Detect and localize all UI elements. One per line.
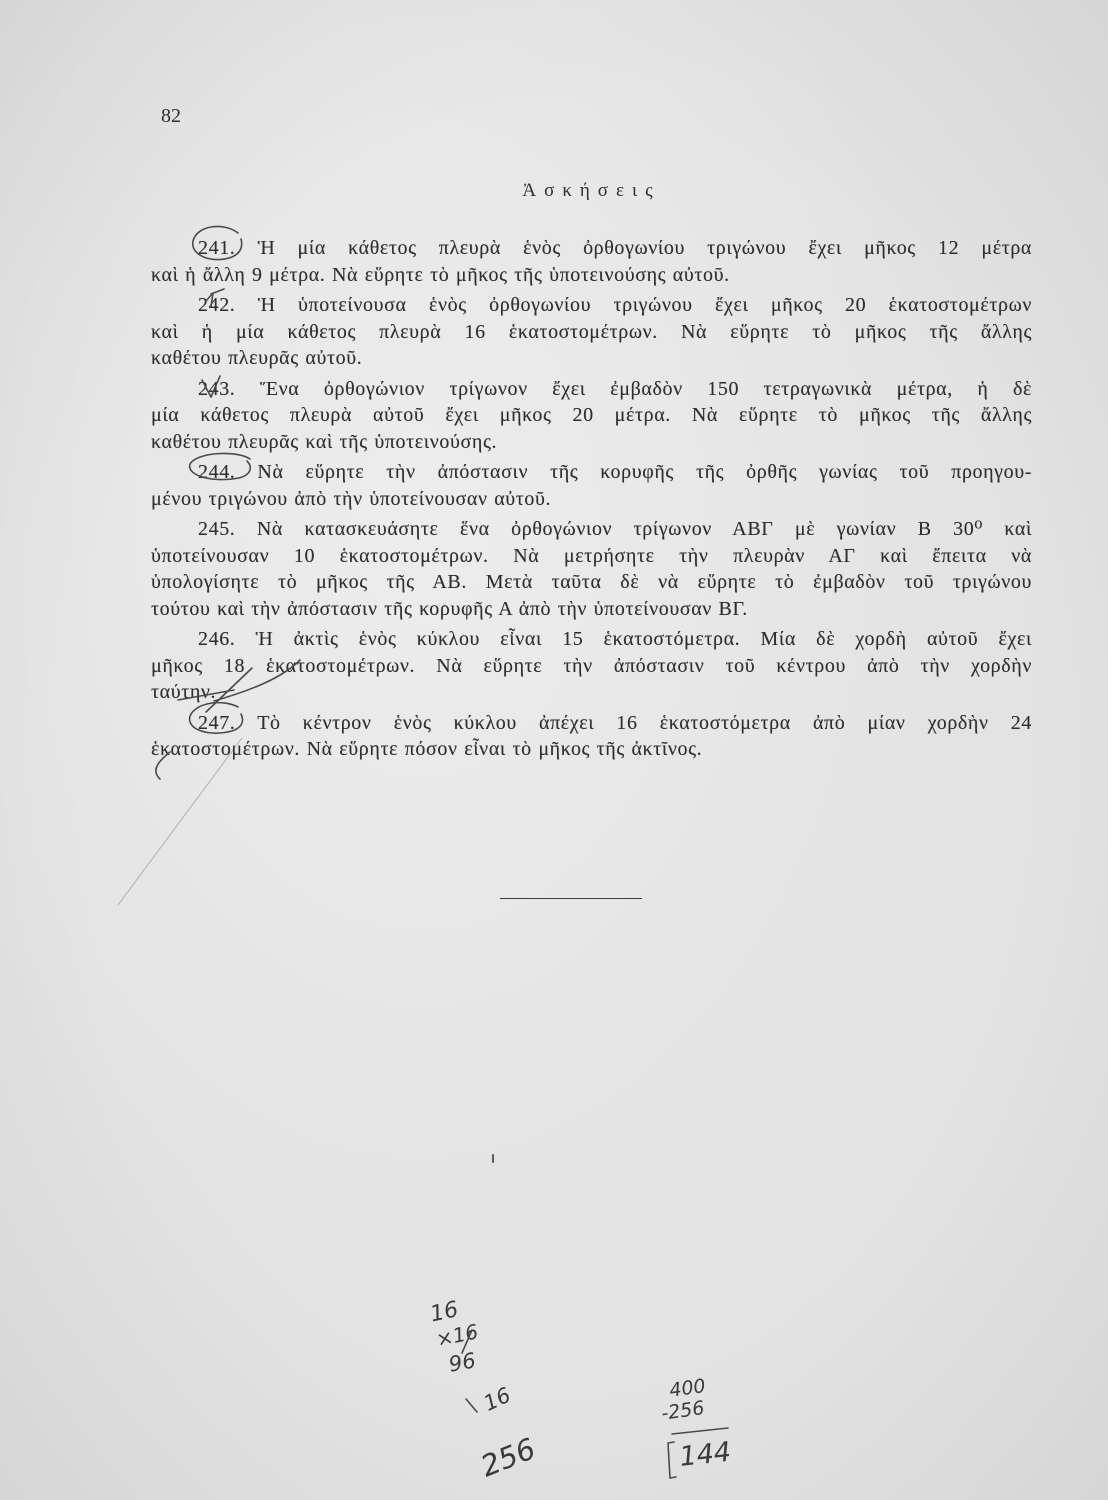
exercise-text: Ἕνα ὀρθογώνιον τρίγωνον ἔχει ἐμβαδὸν 150 τετραγωνικὰ μέτρα, ἡ δὲ [259, 377, 1032, 400]
handwritten-number: 400 [668, 1374, 707, 1402]
handwritten-number: 144 [678, 1436, 733, 1473]
handwritten-number: ×16 [434, 1319, 481, 1352]
exercise-text: Τὸ κέντρον ἑνὸς κύκλου ἀπέχει 16 ἑκατοστόμετρα ἀπὸ μίαν χορδὴν 24 [257, 711, 1032, 734]
exercise-line: καὶ ἡ ἄλλη 9 μέτρα. Νὰ εὕρητε τὸ μῆκος τῆς ὑποτεινούσης αὐτοῦ. [151, 263, 730, 286]
exercise-line: ὑποτείνουσαν 10 ἑκατοστομέτρων. Νὰ μετρήσητε τὴν πλευρὰν ΑΓ καὶ ἔπειτα νὰ [151, 544, 1032, 567]
exercise-line [151, 235, 1032, 262]
exercise-line: μένου τριγώνου ἀπὸ τὴν ὑποτείνουσαν αὐτοῦ. [151, 487, 552, 510]
exercise-line [151, 292, 1032, 319]
pencil-stroke [668, 1442, 676, 1478]
scan-speck [492, 1154, 494, 1163]
exercise-line: καὶ ἡ μία κάθετος πλευρὰ 16 ἑκατοστομέτρων. Νὰ εὕρητε τὸ μῆκος τῆς ἄλλης [151, 320, 1032, 343]
exercise-241 [151, 235, 1032, 288]
exercise-line: τούτου καὶ τὴν ἀπόστασιν τῆς κορυφῆς Α ἀπὸ τὴν ὑποτείνουσαν ΒΓ. [151, 597, 748, 620]
exercise-line: μῆκος 18 ἑκατοστομέτρων. Νὰ εὕρητε τὴν ἀπόστασιν τοῦ κέντρου ἀπὸ τὴν χορδὴν [151, 654, 1032, 677]
exercise-number: 246. [198, 628, 236, 650]
section-divider [500, 898, 642, 899]
exercise-line [151, 459, 1032, 486]
exercise-text: Ἡ ὑποτείνουσα ἑνὸς ὀρθογωνίου τριγώνου ἔχει μῆκος 20 ἑκατοστομέτρων [257, 294, 1032, 316]
pencil-stroke [672, 1428, 728, 1434]
exercise-number: 247. [198, 711, 236, 734]
handwritten-number: 16 [480, 1382, 515, 1416]
exercise-text: Ἡ ἀκτὶς ἑνὸς κύκλου εἶναι 15 ἑκατοστόμετρα. Μία δὲ χορδὴ αὐτοῦ ἔχει [255, 628, 1032, 650]
exercise-text: Νὰ κατασκευάσητε ἕνα ὀρθογώνιον τρίγωνον ΑΒΓ μὲ γωνίαν Β 30⁰ καὶ [256, 518, 1032, 540]
handwritten-number: 256 [476, 1431, 541, 1484]
exercise-242 [151, 292, 1032, 372]
page-number: 82 [161, 105, 181, 127]
exercise-line: ταύτην. [151, 681, 217, 703]
exercise-text: Ἡ μία κάθετος πλευρὰ ἑνὸς ὀρθογωνίου τριγώνου ἔχει μῆκος 12 μέτρα [257, 237, 1032, 259]
exercise-number: 245. [198, 518, 236, 540]
exercise-number: 244. [198, 461, 236, 483]
exercise-line [151, 516, 1032, 543]
exercise-line: μία κάθετος πλευρὰ αὐτοῦ ἔχει μῆκος 20 μέτρα. Νὰ εὕρητε τὸ μῆκος τῆς ἄλλης [151, 404, 1032, 426]
pencil-stroke [118, 738, 242, 905]
exercise-245 [151, 516, 1032, 622]
section-heading: Ἀσκήσεις [522, 180, 661, 201]
exercise-line: καθέτου πλευρᾶς αὐτοῦ. [151, 347, 363, 369]
exercise-line: ὑπολογίσητε τὸ μῆκος τῆς ΑΒ. Μετὰ ταῦτα δὲ νὰ εὕρητε τὸ ἐμβαδὸν τοῦ τριγώνου [151, 571, 1032, 593]
exercise-243 [151, 376, 1032, 456]
exercises-list [151, 235, 1032, 763]
exercise-line [151, 376, 1032, 403]
handwritten-number: -256 [660, 1396, 706, 1425]
exercise-247 [151, 710, 1032, 763]
exercise-line: καθέτου πλευρᾶς καὶ τῆς ὑποτεινούσης. [151, 430, 498, 453]
exercise-244 [151, 459, 1032, 512]
pencil-stroke [466, 1399, 477, 1412]
exercise-246 [151, 626, 1032, 706]
exercise-line: ἑκατοστομέτρων. Νὰ εὕρητε πόσον εἶναι τὸ μῆκος τῆς ἀκτῖνος. [151, 738, 703, 760]
exercise-number: 242. [198, 294, 236, 316]
exercise-number: 243. [198, 377, 236, 400]
exercise-line [151, 710, 1032, 737]
exercise-text: Νὰ εὕρητε τὴν ἀπόστασιν τῆς κορυφῆς τῆς ὀρθῆς γωνίας τοῦ προηγου- [257, 461, 1032, 483]
exercise-number: 241. [198, 237, 236, 259]
exercise-line [151, 626, 1032, 653]
handwritten-number: 96 [447, 1348, 478, 1377]
handwritten-number: 16 [428, 1297, 461, 1328]
